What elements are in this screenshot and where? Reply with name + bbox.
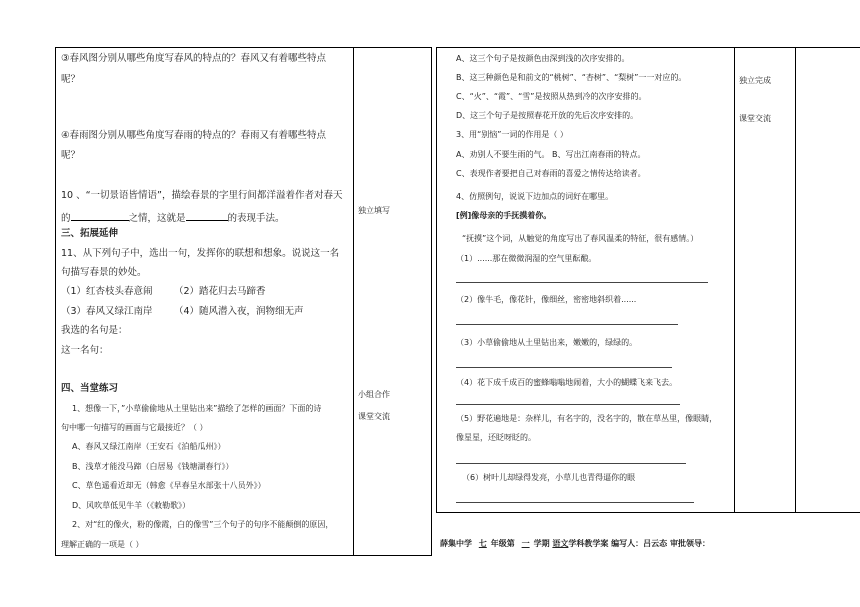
option-4: （4）随风潜入夜，润物细无声	[174, 306, 304, 317]
question-10-line2	[61, 210, 285, 224]
practice-1-option-d: D、风吹草低见牛羊（《敕勒歌》）	[72, 501, 191, 510]
footer-line	[440, 540, 710, 548]
q10-mid: 之情，这就是	[128, 213, 186, 224]
answer-line-6[interactable]	[456, 502, 694, 503]
right-side-label-2: 课堂交流	[739, 114, 771, 123]
section-4-title: 四、当堂练习	[61, 383, 119, 394]
practice-1-line2: 句中哪一句描写的画面与它最接近？（ ）	[61, 423, 208, 432]
left-table-divider	[353, 47, 354, 556]
answer-line-4[interactable]	[456, 404, 680, 405]
answer-option-b: B、这三种颜色是和前文的“桃树”、“杏树”、“梨树”一一对应的。	[456, 73, 687, 82]
left-side-label-2: 小组合作	[358, 390, 390, 399]
answer-line-3[interactable]	[456, 367, 672, 368]
left-side-label-1: 独立填写	[358, 206, 390, 215]
option-3: （3）春风又绿江南岸	[61, 306, 153, 317]
item-5-line2: 像星星，还眨呀眨的。	[456, 433, 536, 442]
example-explanation: “抚摸”这个词，从触觉的角度写出了春风温柔的特征，很有感情。）	[462, 234, 699, 243]
q10-blank-2[interactable]	[186, 210, 228, 221]
right-table-top-border	[436, 47, 860, 48]
this-line-label: 这一名句：	[61, 345, 109, 356]
left-table-top-border	[55, 47, 432, 48]
item-2: （2）像牛毛，像花针，像细丝，密密地斜织着......	[456, 295, 637, 304]
question-4-right: 4、仿照例句，说说下边加点的词好在哪里。	[456, 192, 614, 201]
right-table-inner-divider	[795, 47, 796, 513]
item-3: （3）小草偷偷地从土里钻出来，嫩嫩的，绿绿的。	[456, 338, 638, 347]
question-4-line1: ④春雨图分别从哪些角度写春雨的特点的？春雨又有着哪些特点	[61, 130, 327, 141]
section-3-title: 三、拓展延伸	[61, 228, 119, 239]
practice-1-option-c: C、草色遥看近却无（韩愈《早春呈水部张十八员外》）	[72, 481, 266, 490]
right-side-label-1: 独立完成	[739, 76, 771, 85]
option-1: （1）红杏枝头春意闹	[61, 286, 153, 297]
question-10-line1: 10 、“一切景语皆情语”，描绘春景的字里行间都洋溢着作者对春天	[61, 190, 343, 201]
question-4-line2: 呢？	[61, 150, 81, 161]
question-3-option-c: C、表现作者要把自己对春雨的喜爱之情传达给读者。	[456, 169, 646, 178]
right-table-bottom-border	[436, 512, 860, 513]
q10-blank-1[interactable]	[71, 210, 129, 221]
item-1: （1）......那在微微润湿的空气里酝酿。	[456, 254, 597, 263]
option-2: （2）踏花归去马蹄香	[174, 286, 266, 297]
practice-1-option-a: A、春风又绿江南岸（王安石《泊船瓜州》）	[72, 442, 226, 451]
item-6: （6）树叶儿却绿得发亮，小草儿也青得逼你的眼	[462, 473, 636, 482]
practice-1-option-b: B、浅草才能没马蹄（白居易《钱塘湖春行》）	[72, 462, 234, 471]
footer-grade: 七	[478, 539, 487, 548]
practice-1-line1: 1、想像一下，”小草偷偷地从土里钻出来”描绘了怎样的画面？下面的诗	[72, 404, 322, 413]
answer-line-2[interactable]	[456, 324, 678, 325]
question-11-line2: 句描写春景的妙处。	[61, 267, 147, 278]
left-table-right-border	[431, 47, 432, 556]
practice-2-line1: 2、对“红的像火，粉的像霞，白的像雪”三个句子的句序不能颠倒的原因，	[72, 520, 334, 529]
answer-line-5[interactable]	[456, 463, 686, 464]
item-5-line1: （5）野花遍地是：杂样儿，有名字的，没名字的，散在草丛里，像眼睛，	[456, 414, 718, 423]
q10-end: 的表现手法。	[227, 213, 285, 224]
question-3-line1: ③春风图分别从哪些角度写春风的特点的？春风又有着哪些特点	[61, 53, 327, 64]
question-3-options-ab: A、劝别人不要生雨的气。 B、写出江南春雨的特点。	[456, 150, 646, 159]
footer-school: 薛集中学	[440, 539, 472, 548]
footer-term-suffix: 学期	[533, 539, 550, 548]
footer-rest: 学科教学案 编写人：吕云态 审批领导：	[568, 539, 710, 548]
answer-option-a: A、这三个句子是按颜色由深到浅的次序安排的。	[456, 54, 630, 63]
right-table-divider	[734, 47, 735, 513]
answer-line-1[interactable]	[456, 282, 708, 283]
question-3-right: 3、用“别恼”一词的作用是（ ）	[456, 130, 568, 139]
left-side-label-3: 课堂交流	[358, 412, 390, 421]
question-3-line2: 呢？	[61, 74, 81, 85]
example-sentence: [例]像母亲的手抚摸着你。	[456, 211, 552, 220]
right-table-left-border	[436, 47, 437, 513]
footer-term: 一	[521, 539, 530, 548]
item-4: （4）花下成千成百的蜜蜂嗡嗡地闹着，大小的蝴蝶飞来飞去。	[456, 378, 678, 387]
q10-pre: 的	[61, 213, 71, 224]
answer-option-d: D、这三个句子是按照春花开放的先后次序安排的。	[456, 111, 639, 120]
footer-grade-suffix: 年级第	[490, 539, 515, 548]
answer-option-c: C、“火”、“霞”、“雪”是按照从热到冷的次序安排的。	[456, 92, 647, 101]
left-table-bottom-border	[55, 555, 432, 556]
question-11-line1: 11、从下列句子中，选出一句，发挥你的联想和想象。说说这一名	[61, 248, 340, 259]
footer-subject: 语文	[552, 539, 569, 548]
practice-2-line2: 理解正确的一项是（ ）	[61, 540, 144, 549]
left-table-left-border	[55, 47, 56, 556]
chosen-line-label: 我选的名句是：	[61, 325, 128, 336]
